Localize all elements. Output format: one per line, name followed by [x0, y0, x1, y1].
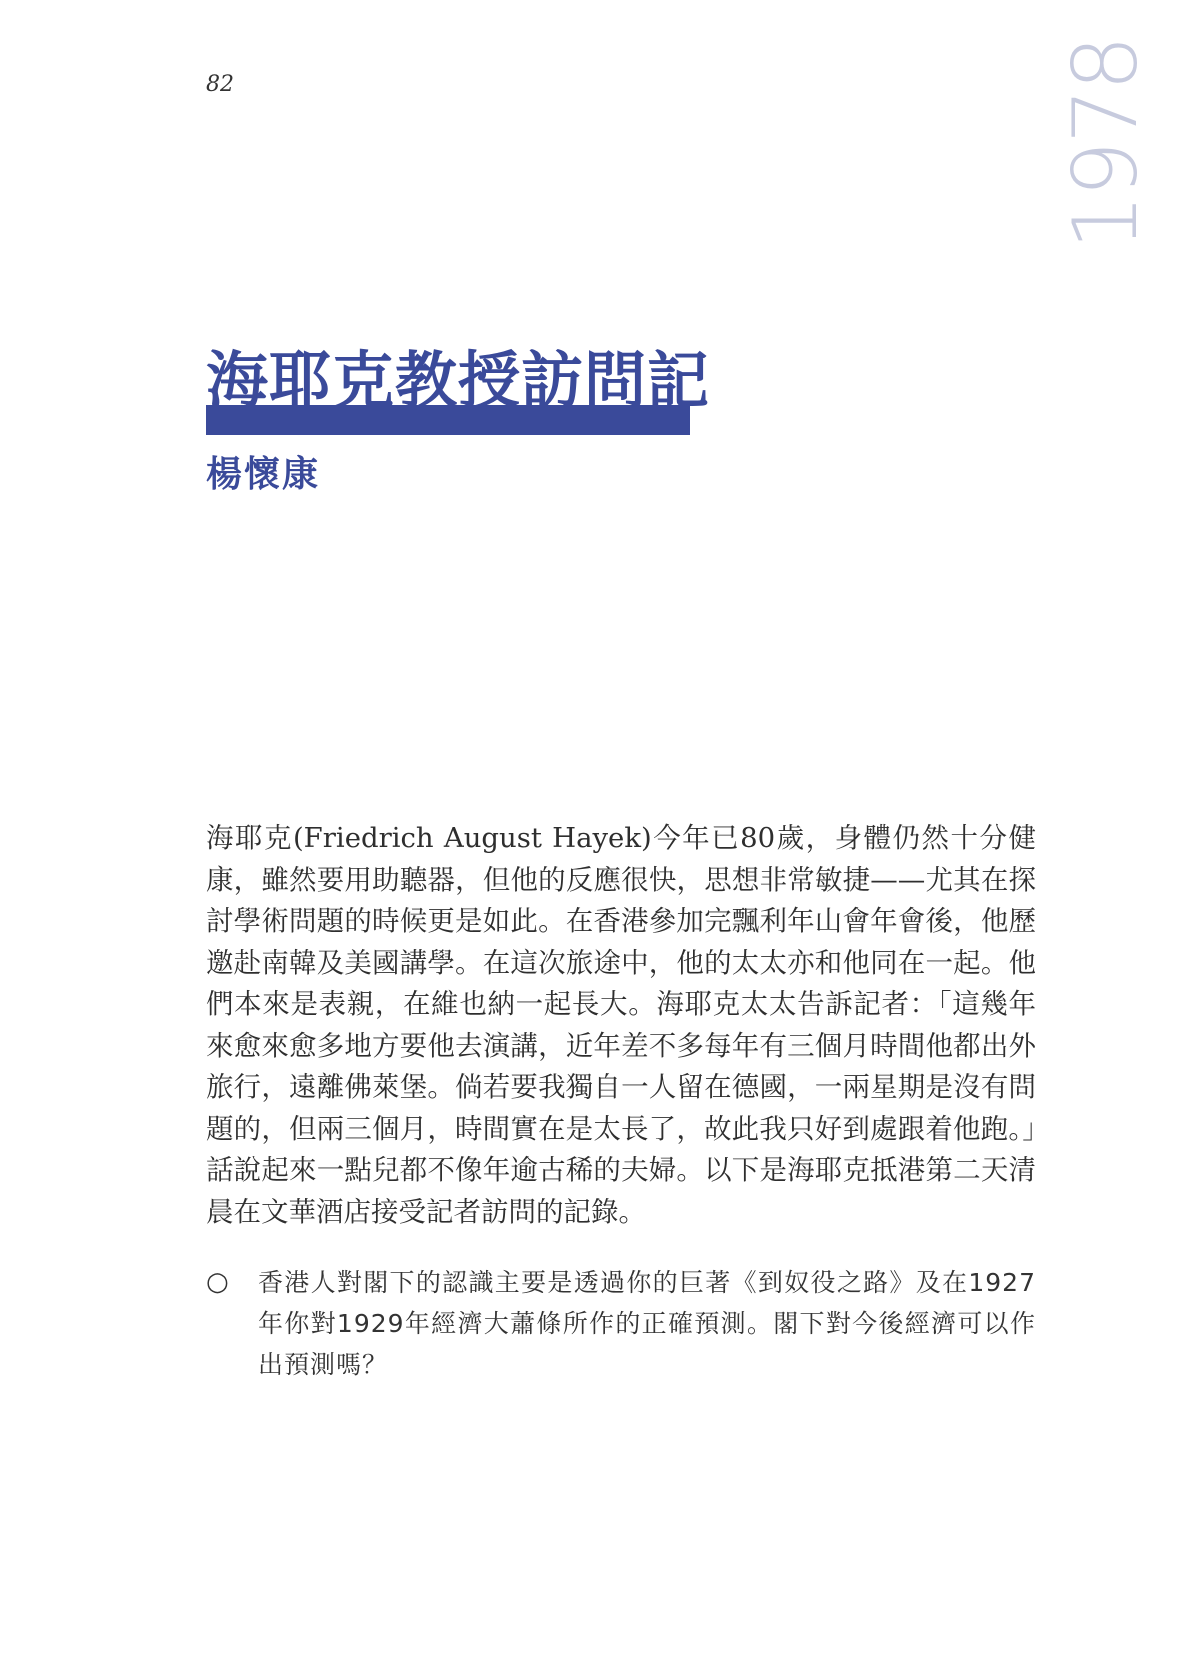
article-title: 海耶克教授訪問記 — [206, 344, 711, 417]
question-circle-icon: ○ — [206, 1267, 229, 1297]
author-name: 楊懷康 — [206, 453, 321, 495]
intro-paragraph: 海耶克(Friedrich August Hayek)今年已80歲，身體仍然十分健康，雖然要用助聽器，但他的反應很快，思想非常敏捷——尤其在探討學術問題的時候更是如此。在香港參加完飄利年山會年會後，他歷邀赴南韓及美國講學。在這次旅途中，他的太太亦和他同在一起。他們本來是表親，在維也納一起長大。海耶克太太告訴記者：「這幾年來愈來愈多地方要他去演講，近年差不多每年有三個月時間他都出外旅行，遠離佛萊堡。倘若要我獨自一人留在德國，一兩星期是沒有問題的，但兩三個月，時間實在是太長了，故此我只好到處跟着他跑。」話說起來一點兒都不像年逾古稀的夫婦。以下是海耶克抵港第二天清晨在文華酒店接受記者訪問的記錄。 — [206, 822, 1036, 1228]
year-mark: 1978 — [1054, 38, 1157, 250]
question-text: 香港人對閣下的認識主要是透過你的巨著《到奴役之路》及在1927年你對1929年經濟大蕭條所作的正確預測。閣下對今後經濟可以作出預測嗎？ — [258, 1268, 1036, 1379]
page-number: 82 — [206, 72, 234, 97]
